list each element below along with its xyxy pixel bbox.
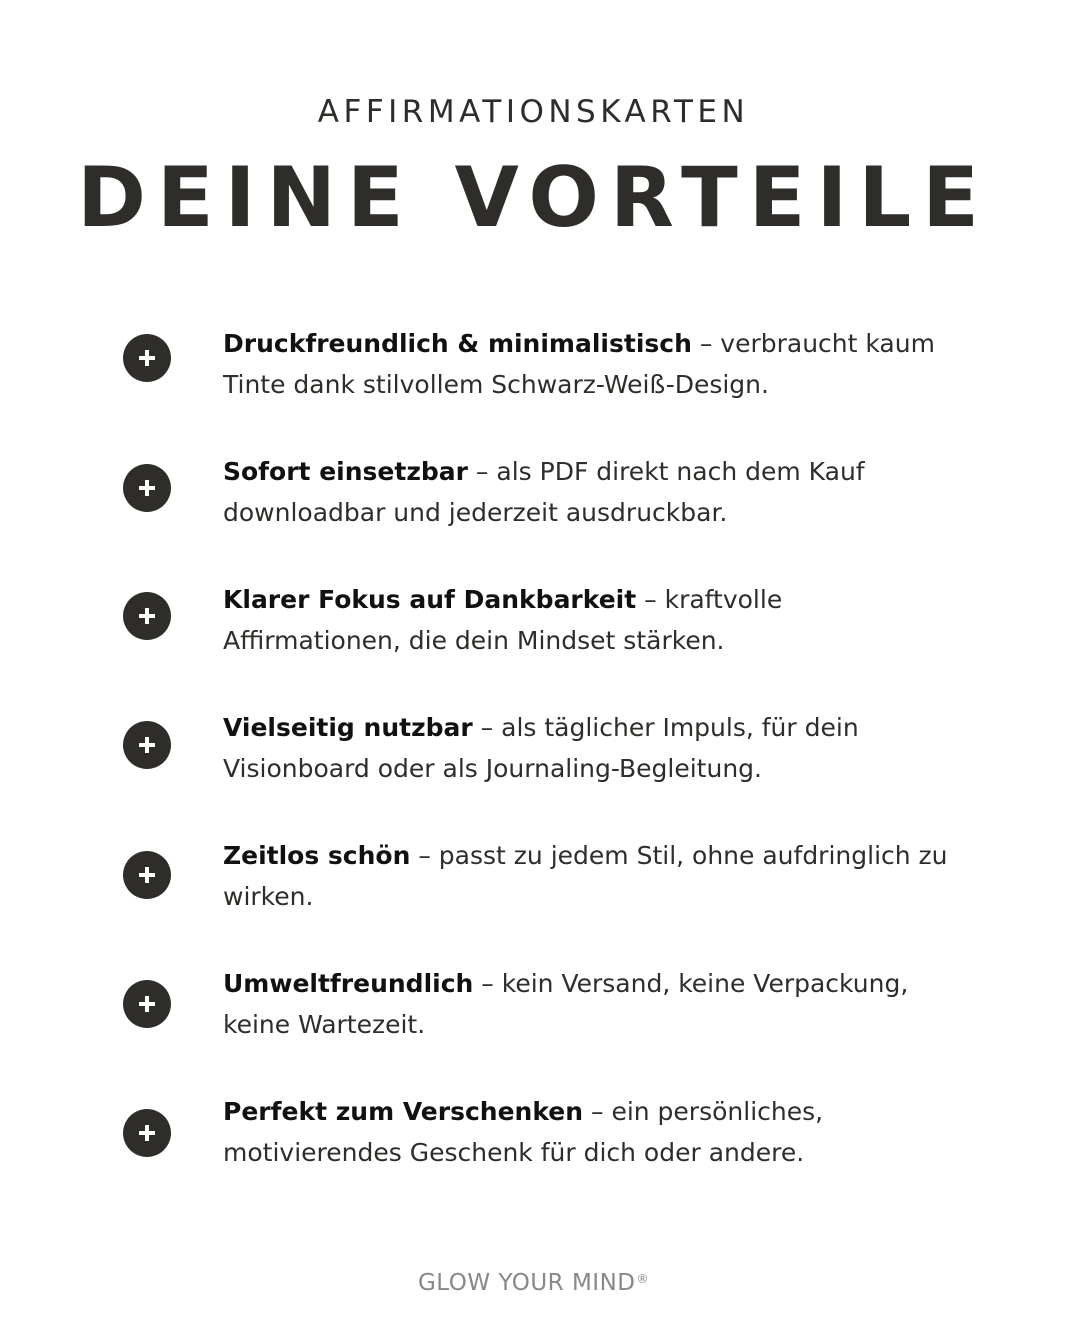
benefit-title: Druckfreundlich & minimalistisch xyxy=(223,329,692,358)
plus-circle-icon xyxy=(123,334,171,382)
benefit-text xyxy=(223,579,963,661)
benefit-description: – als täglicher Impuls, für dein Visionboard oder als Journaling-Begleitung. xyxy=(223,713,859,783)
benefit-item xyxy=(0,320,1067,420)
benefit-item xyxy=(0,576,1067,676)
benefit-title: Sofort einsetzbar xyxy=(223,457,468,486)
benefit-title: Zeitlos schön xyxy=(223,841,411,870)
benefit-item xyxy=(0,704,1067,804)
benefit-item xyxy=(0,960,1067,1060)
benefit-description: – als PDF direkt nach dem Kauf downloadbar und jederzeit ausdruckbar. xyxy=(223,457,865,527)
brand-name: GLOW YOUR MIND xyxy=(417,1270,636,1296)
plus-circle-icon xyxy=(123,1109,171,1157)
benefit-description: – kraftvolle Affirmationen, die dein Mindset stärken. xyxy=(223,585,783,655)
benefit-item xyxy=(0,832,1067,932)
benefit-text xyxy=(223,1091,963,1173)
benefit-text xyxy=(223,323,963,405)
benefit-text xyxy=(223,451,963,533)
brand-footer xyxy=(0,1266,1067,1300)
benefit-text xyxy=(223,707,963,789)
registered-mark: ® xyxy=(636,1272,650,1286)
benefit-item xyxy=(0,448,1067,548)
benefit-text xyxy=(223,835,963,917)
plus-circle-icon xyxy=(123,592,171,640)
page-title: DEINE VORTEILE xyxy=(77,149,990,246)
plus-circle-icon xyxy=(123,980,171,1028)
plus-circle-icon xyxy=(123,721,171,769)
plus-circle-icon xyxy=(123,851,171,899)
benefit-title: Vielseitig nutzbar xyxy=(223,713,473,742)
benefit-title: Perfekt zum Verschenken xyxy=(223,1097,584,1126)
benefit-description: – passt zu jedem Stil, ohne aufdringlich zu wirken. xyxy=(223,841,948,911)
benefit-title: Klarer Fokus auf Dankbarkeit xyxy=(223,585,637,614)
benefit-item xyxy=(0,1088,1067,1188)
benefit-description: – kein Versand, keine Verpackung, keine Wartezeit. xyxy=(223,969,909,1039)
benefit-title: Umweltfreundlich xyxy=(223,969,474,998)
benefit-text xyxy=(223,963,963,1045)
benefit-description: – verbraucht kaum Tinte dank stilvollem Schwarz-Weiß-Design. xyxy=(223,329,935,399)
plus-circle-icon xyxy=(123,464,171,512)
page-kicker: AFFIRMATIONSKARTEN xyxy=(317,94,750,130)
benefit-description: – ein persönliches, motivierendes Geschenk für dich oder andere. xyxy=(223,1097,824,1167)
